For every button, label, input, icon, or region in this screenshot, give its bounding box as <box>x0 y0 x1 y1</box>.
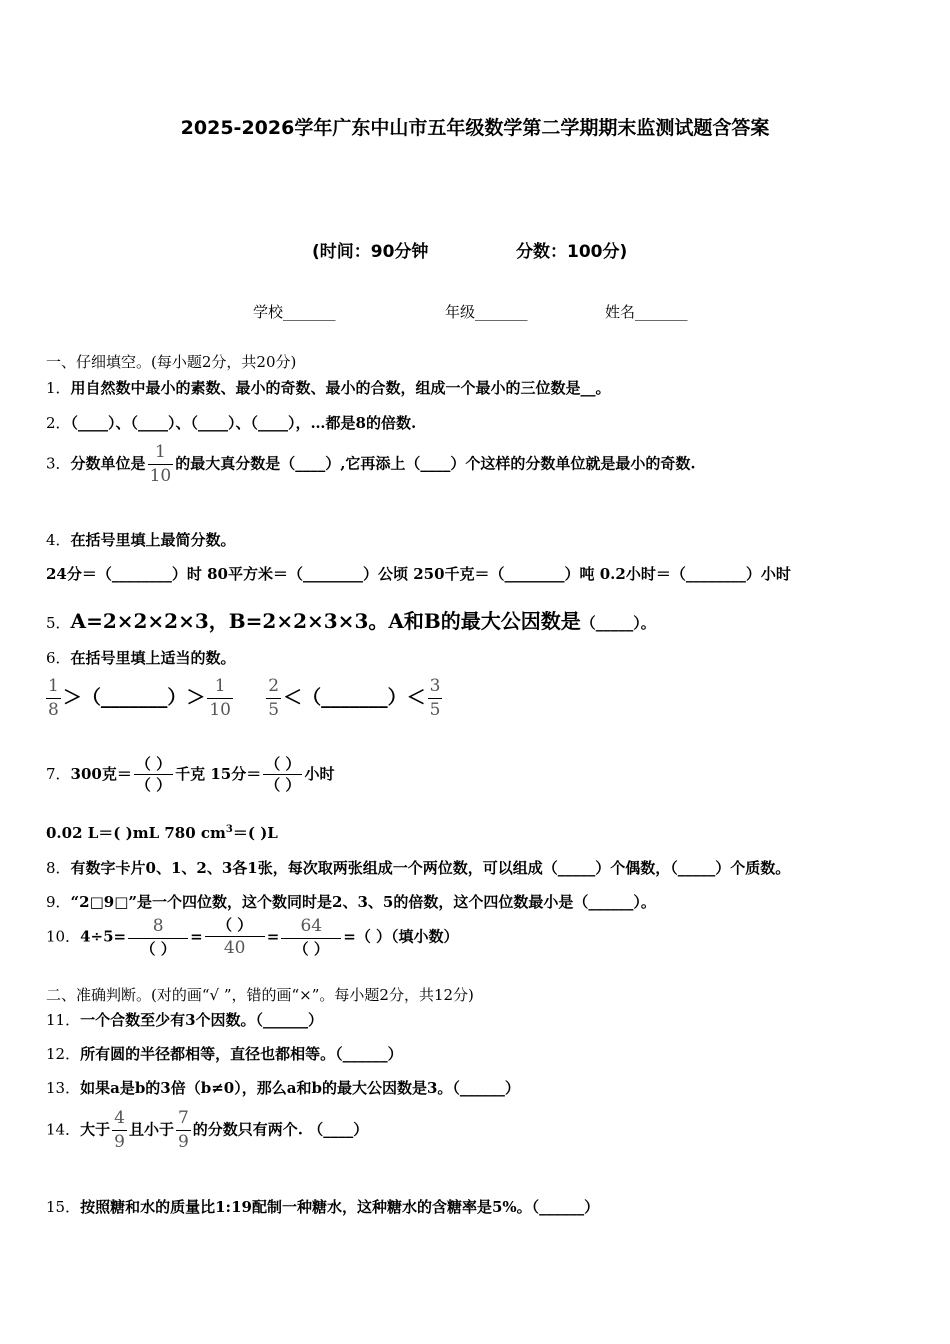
name-field: 姓名_______ <box>605 303 688 321</box>
question-number: 11． <box>46 1011 81 1029</box>
question-1 <box>46 377 611 398</box>
question-text: 4÷5= <box>80 927 127 946</box>
grade-field: 年级_______ <box>445 303 528 321</box>
question-13 <box>46 1077 520 1098</box>
fraction: $\frac{1}{10}$ <box>209 676 231 720</box>
question-6 <box>46 647 236 668</box>
question-4 <box>46 529 236 550</box>
question-11 <box>46 1009 323 1030</box>
question-text: 小时 <box>304 765 335 783</box>
question-number: 8． <box>46 859 71 877</box>
question-text: 有数字卡片0、1、2、3各1张，每次取两张组成一个两位数，可以组成（_____）个偶数，（_____）个质数。 <box>70 859 791 877</box>
question-number: 12． <box>46 1045 81 1063</box>
question-5 <box>46 605 656 634</box>
section-1-heading: 一、仔细填空。(每小题2分，共20分) <box>46 353 297 371</box>
question-number: 2． <box>46 414 71 432</box>
question-text: =（ ）（填小数） <box>343 927 459 946</box>
question-text: 一个合数至少有3个因数。（______） <box>80 1011 324 1029</box>
question-text: A=2×2×2×3，B=2×2×3×3。A和B的最大公因数是 <box>70 609 581 633</box>
question-number: 15． <box>46 1198 81 1216</box>
blank-fraction: $\frac{( )}{( )}$ <box>265 755 301 794</box>
question-text: 的分数只有两个. （____） <box>192 1120 369 1139</box>
exam-score: 分数：100分) <box>516 242 628 262</box>
question-9 <box>46 891 656 912</box>
question-number: 9． <box>46 893 71 911</box>
question-number: 14． <box>46 1120 81 1139</box>
question-text: 且小于 <box>128 1120 174 1139</box>
question-6-inequalities <box>44 678 444 719</box>
question-number: 13． <box>46 1079 81 1097</box>
fraction: $\frac{( )}{40}$ <box>205 918 265 957</box>
question-7 <box>46 757 334 793</box>
question-2 <box>46 412 416 433</box>
fraction: $\frac{2}{5}$ <box>268 676 280 720</box>
page-title: 2025-2026学年广东中山市五年级数学第二学期期末监测试题含答案 <box>180 117 770 139</box>
fraction: $\frac{7}{9}$ <box>177 1108 189 1152</box>
question-text: 所有圆的半径都相等，直径也都相等。（______） <box>80 1045 403 1063</box>
question-number: 7． <box>46 765 71 783</box>
question-text: 千克 15分＝ <box>175 765 262 783</box>
answer-blank: （_____）。 <box>580 614 656 632</box>
question-15 <box>46 1196 599 1217</box>
question-14 <box>46 1110 368 1151</box>
question-8 <box>46 857 790 878</box>
question-text: （____）、（____）、（____）、（____），…都是8的倍数. <box>70 414 417 432</box>
fraction: $\frac{1}{8}$ <box>48 676 59 720</box>
blank-fraction: $\frac{( )}{( )}$ <box>135 755 172 794</box>
question-4-blanks: 24分＝（________）时 80平方米＝（________）公顷 250千克＝（________）吨 0.2小时＝（________）小时 <box>46 565 791 583</box>
exam-time: (时间：90分钟 <box>312 242 429 262</box>
question-text: 大于 <box>80 1120 111 1139</box>
question-text: 用自然数中最小的素数、最小的奇数、最小的合数，组成一个最小的三位数是__。 <box>70 379 611 397</box>
question-number: 4． <box>46 531 71 549</box>
fraction: $\frac{64}{( )}$ <box>281 918 341 957</box>
question-number: 1． <box>46 379 71 397</box>
question-10: 10．4÷5= $\frac{8}{( )}$ = $\frac{( )}{40}$ = $\frac{64}{( )}$ =（ ）（填小数） <box>46 916 459 958</box>
fraction: $\frac{3}{5}$ <box>429 676 441 720</box>
section-2-heading: 二、准确判断。(对的画“√ ”，错的画“×”。每小题2分，共12分) <box>46 986 474 1004</box>
question-text: 在括号里填上最简分数。 <box>70 531 236 549</box>
inequality-blank: ＞（_______）＞ <box>62 686 206 709</box>
fraction: $\frac{8}{( )}$ <box>128 918 188 957</box>
question-7-volume: 0.02 L＝( )mL 780 $cm^3=$( )L <box>46 824 278 842</box>
question-number: 6． <box>46 649 71 667</box>
question-text: 的最大真分数是（____）,它再添上（____）个这样的分数单位就是最小的奇数. <box>175 454 696 473</box>
question-number: 3． <box>46 454 71 473</box>
question-text: 按照糖和水的质量比1:19配制一种糖水，这种糖水的含糖率是5%。（______） <box>80 1198 600 1216</box>
question-text: “2□9□”是一个四位数，这个数同时是2、3、5的倍数，这个四位数最小是（______）。 <box>70 893 656 911</box>
question-text: 在括号里填上适当的数。 <box>70 649 236 667</box>
question-3 <box>46 444 696 485</box>
inequality-blank: ＜（_______）＜ <box>283 686 426 709</box>
question-text: 分数单位是 <box>70 454 146 473</box>
question-number: 10． <box>46 927 81 946</box>
question-text: 300克＝ <box>70 765 132 783</box>
question-number: 5． <box>46 614 71 632</box>
fraction: $\frac{1}{10}$ <box>149 442 172 486</box>
fraction: $\frac{4}{9}$ <box>114 1108 125 1152</box>
question-12 <box>46 1043 403 1064</box>
school-field: 学校_______ <box>253 303 336 321</box>
question-text: 如果a是b的3倍（b≠0），那么a和b的最大公因数是3。（______） <box>80 1079 520 1097</box>
